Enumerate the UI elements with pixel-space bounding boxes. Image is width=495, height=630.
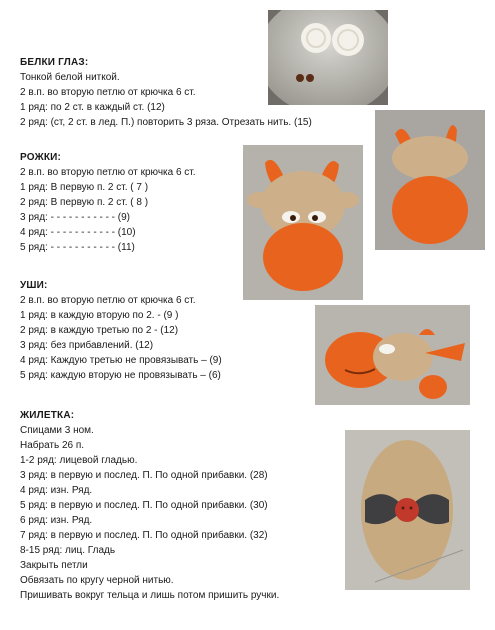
instruction-line: 1 ряд: по 2 ст. в каждый ст. (12) xyxy=(20,102,165,113)
instruction-line: 8-15 ряд: лиц. Гладь xyxy=(20,545,116,556)
instruction-line: Тонкой белой ниткой. xyxy=(20,72,120,83)
instruction-line: 2 в.п. во вторую петлю от крючка 6 ст. xyxy=(20,87,196,98)
instruction-line: 1 ряд: в каждую вторую по 2. - (9 ) xyxy=(20,310,179,321)
section-title: РОЖКИ: xyxy=(20,152,62,163)
instruction-line: 2 в.п. во вторую петлю от крючка 6 ст. xyxy=(20,167,196,178)
instruction-line: 4 ряд: Каждую третью не провязывать – (9) xyxy=(20,355,222,366)
section-ears xyxy=(20,278,222,383)
head-side-photo xyxy=(315,305,470,405)
section-title: ЖИЛЕТКА: xyxy=(20,410,75,421)
instruction-line: Набрать 26 п. xyxy=(20,440,85,451)
instruction-line: Закрыть петли xyxy=(20,560,88,571)
instruction-line: 5 ряд: в первую и послед. П. По одной прибавки. (30) xyxy=(20,500,268,511)
instruction-line: 2 ряд: (ст, 2 ст. в лед. П.) повторить 3 ряза. Отрезать нить. (15) xyxy=(20,117,312,128)
head-front-photo xyxy=(243,145,363,300)
instruction-line: 3 ряд: - - - - - - - - - - - (9) xyxy=(20,212,131,223)
instruction-line: 5 ряд: каждую вторую не провязывать – (6) xyxy=(20,370,221,381)
instruction-line: 6 ряд: изн. Ряд. xyxy=(20,515,93,526)
instruction-line: Спицами 3 ном. xyxy=(20,425,94,436)
eye-whites-photo xyxy=(268,10,388,105)
instruction-line: 3 ряд: в первую и послед. П. По одной прибавки. (28) xyxy=(20,470,268,481)
instruction-line: 4 ряд: - - - - - - - - - - - (10) xyxy=(20,227,136,238)
instruction-line: 7 ряд: в первую и послед. П. По одной прибавки. (32) xyxy=(20,530,268,541)
instruction-line: 1-2 ряд: лицевой гладью. xyxy=(20,455,138,466)
instruction-line: Пришивать вокруг тельца и лишь потом пришить ручки. xyxy=(20,590,280,601)
instruction-line: 2 ряд: В первую п. 2 ст. ( 8 ) xyxy=(20,197,149,208)
instruction-line: 4 ряд: изн. Ряд. xyxy=(20,485,93,496)
instruction-line: Обвязать по кругу черной нитью. xyxy=(20,575,174,586)
section-title: УШИ: xyxy=(20,280,48,291)
instruction-line: 2 в.п. во вторую петлю от крючка 6 ст. xyxy=(20,295,196,306)
instruction-line: 5 ряд: - - - - - - - - - - - (11) xyxy=(20,242,135,253)
instruction-line: 3 ряд: без прибавлений. (12) xyxy=(20,340,154,351)
instruction-line: 1 ряд: В первую п. 2 ст. ( 7 ) xyxy=(20,182,149,193)
body-photo xyxy=(375,110,485,250)
instruction-line: 2 ряд: в каждую третью по 2 - (12) xyxy=(20,325,179,336)
vest-body-photo xyxy=(345,430,470,590)
section-horns xyxy=(20,150,196,255)
section-vest xyxy=(20,408,279,603)
section-title: БЕЛКИ ГЛАЗ: xyxy=(20,57,89,68)
